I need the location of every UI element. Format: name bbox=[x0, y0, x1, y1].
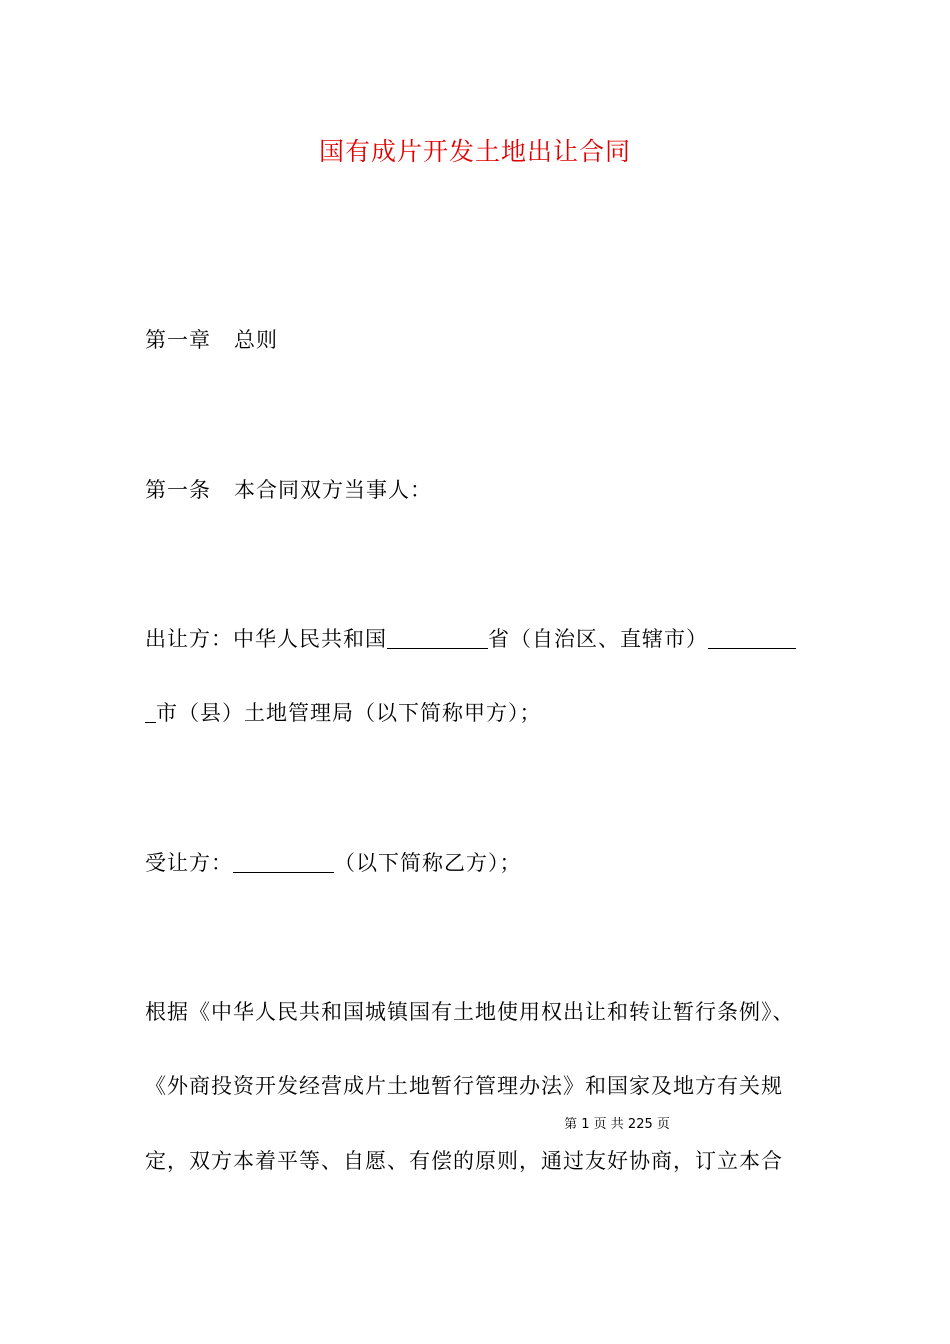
article-text: 本合同双方当事人： bbox=[234, 478, 432, 502]
basis-line-3: 定，双方本着平等、自愿、有偿的原则，通过友好协商，订立本合 bbox=[145, 1149, 783, 1173]
city-blank-continued bbox=[145, 700, 156, 723]
basis-line-2: 《外商投资开发经营成片土地暂行管理办法》和国家及地方有关规 bbox=[145, 1074, 783, 1098]
chapter-heading bbox=[145, 325, 278, 355]
article-label: 第一条 bbox=[145, 478, 211, 502]
grantor-mid: 省（自治区、直辖市） bbox=[488, 627, 708, 651]
grantee-suffix: （以下简称乙方）； bbox=[334, 851, 522, 875]
grantor-prefix: 出让方：中华人民共和国 bbox=[145, 627, 387, 651]
province-blank bbox=[387, 626, 488, 649]
grantor-line2-text: 市（县）土地管理局（以下简称甲方）； bbox=[156, 701, 542, 725]
grantee-line bbox=[145, 848, 522, 878]
grantee-blank bbox=[233, 850, 334, 873]
chapter-label: 第一章 bbox=[145, 328, 211, 352]
grantor-line-2 bbox=[145, 698, 542, 728]
article-heading bbox=[145, 475, 432, 505]
grantee-prefix: 受让方： bbox=[145, 851, 233, 875]
chapter-name: 总则 bbox=[234, 328, 278, 352]
document-title: 国有成片开发土地出让合同 bbox=[318, 137, 631, 166]
grantor-line-1 bbox=[145, 624, 796, 654]
page-indicator: 第 1 页 共 225 页 bbox=[564, 1117, 670, 1132]
basis-line-1: 根据《中华人民共和国城镇国有土地使用权出让和转让暂行条例》、 bbox=[145, 1000, 795, 1024]
city-blank bbox=[708, 626, 796, 649]
